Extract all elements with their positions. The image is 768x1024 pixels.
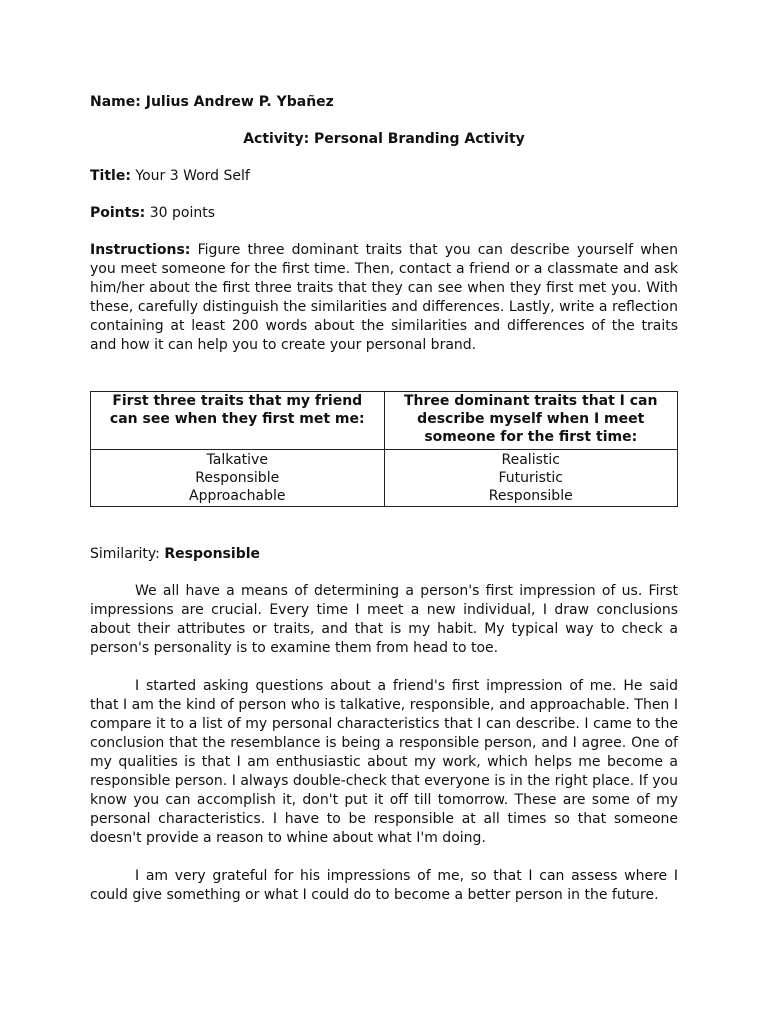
name-value: Julius Andrew P. Ybañez xyxy=(145,94,334,110)
title-label: Title: xyxy=(90,168,131,184)
title-value: Your 3 Word Self xyxy=(135,168,250,184)
similarity-label: Similarity: xyxy=(90,546,160,562)
points-value: 30 points xyxy=(149,205,215,221)
reflection-paragraph-3: I am very grateful for his impressions of me, so that I can assess where I could give something or what I could do to become a better person in the future. xyxy=(90,868,678,903)
self-trait-1: Realistic xyxy=(501,452,560,468)
similarity-value: Responsible xyxy=(164,546,261,562)
similarity-line xyxy=(90,545,678,564)
student-name-line xyxy=(90,93,678,112)
points-label: Points: xyxy=(90,205,146,221)
friend-traits-header: First three traits that my friend can see when they first met me: xyxy=(91,392,385,450)
friend-trait-3: Approachable xyxy=(189,488,286,504)
self-traits-cell xyxy=(384,450,678,507)
instructions-text: Figure three dominant traits that you can describe yourself when you meet someone for the first time. Then, contact a friend or a classmate and ask him/her about the first three traits that they can see when they first met you. With these, carefully distinguish the similarities and differences. Lastly, write a reflection containing at least 200 words about the similarities and differences of the traits and how it can help you to create your personal brand. xyxy=(90,242,678,353)
friend-trait-2: Responsible xyxy=(195,470,280,486)
self-trait-3: Responsible xyxy=(488,488,573,504)
friend-traits-cell xyxy=(91,450,385,507)
instructions-label: Instructions: xyxy=(90,242,191,258)
traits-table-row xyxy=(91,450,678,507)
friend-trait-1: Talkative xyxy=(206,452,268,468)
instructions-paragraph xyxy=(90,241,678,355)
self-trait-2: Futuristic xyxy=(498,470,564,486)
points-line xyxy=(90,204,678,223)
title-line xyxy=(90,167,678,186)
reflection-paragraph-2: I started asking questions about a friend's first impression of me. He said that I am the kind of person who is talkative, responsible, and approachable. Then I compare it to a list of my personal characteristics that I can describe. I came to the conclusion that the resemblance is being a responsible person, and I agree. One of my qualities is that I am enthusiastic about my work, which helps me become a responsible person. I always double-check that everyone is in the right place. If you know you can accomplish it, don't put it off till tomorrow. These are some of my personal characteristics. I have to be responsible at all times so that someone doesn't provide a reason to whine about what I'm doing. xyxy=(90,678,678,846)
name-label: Name: xyxy=(90,94,141,110)
self-traits-header: Three dominant traits that I can describe myself when I meet someone for the first time: xyxy=(384,392,678,450)
traits-table-header-row xyxy=(91,392,678,450)
traits-table xyxy=(90,391,678,507)
activity-heading: Activity: Personal Branding Activity xyxy=(243,131,525,147)
reflection-paragraph-1: We all have a means of determining a person's first impression of us. First impressions are crucial. Every time I meet a new individual, I draw conclusions about their attributes or traits, and that is my habit. My typical way to check a person's personality is to examine them from head to toe. xyxy=(90,583,678,656)
